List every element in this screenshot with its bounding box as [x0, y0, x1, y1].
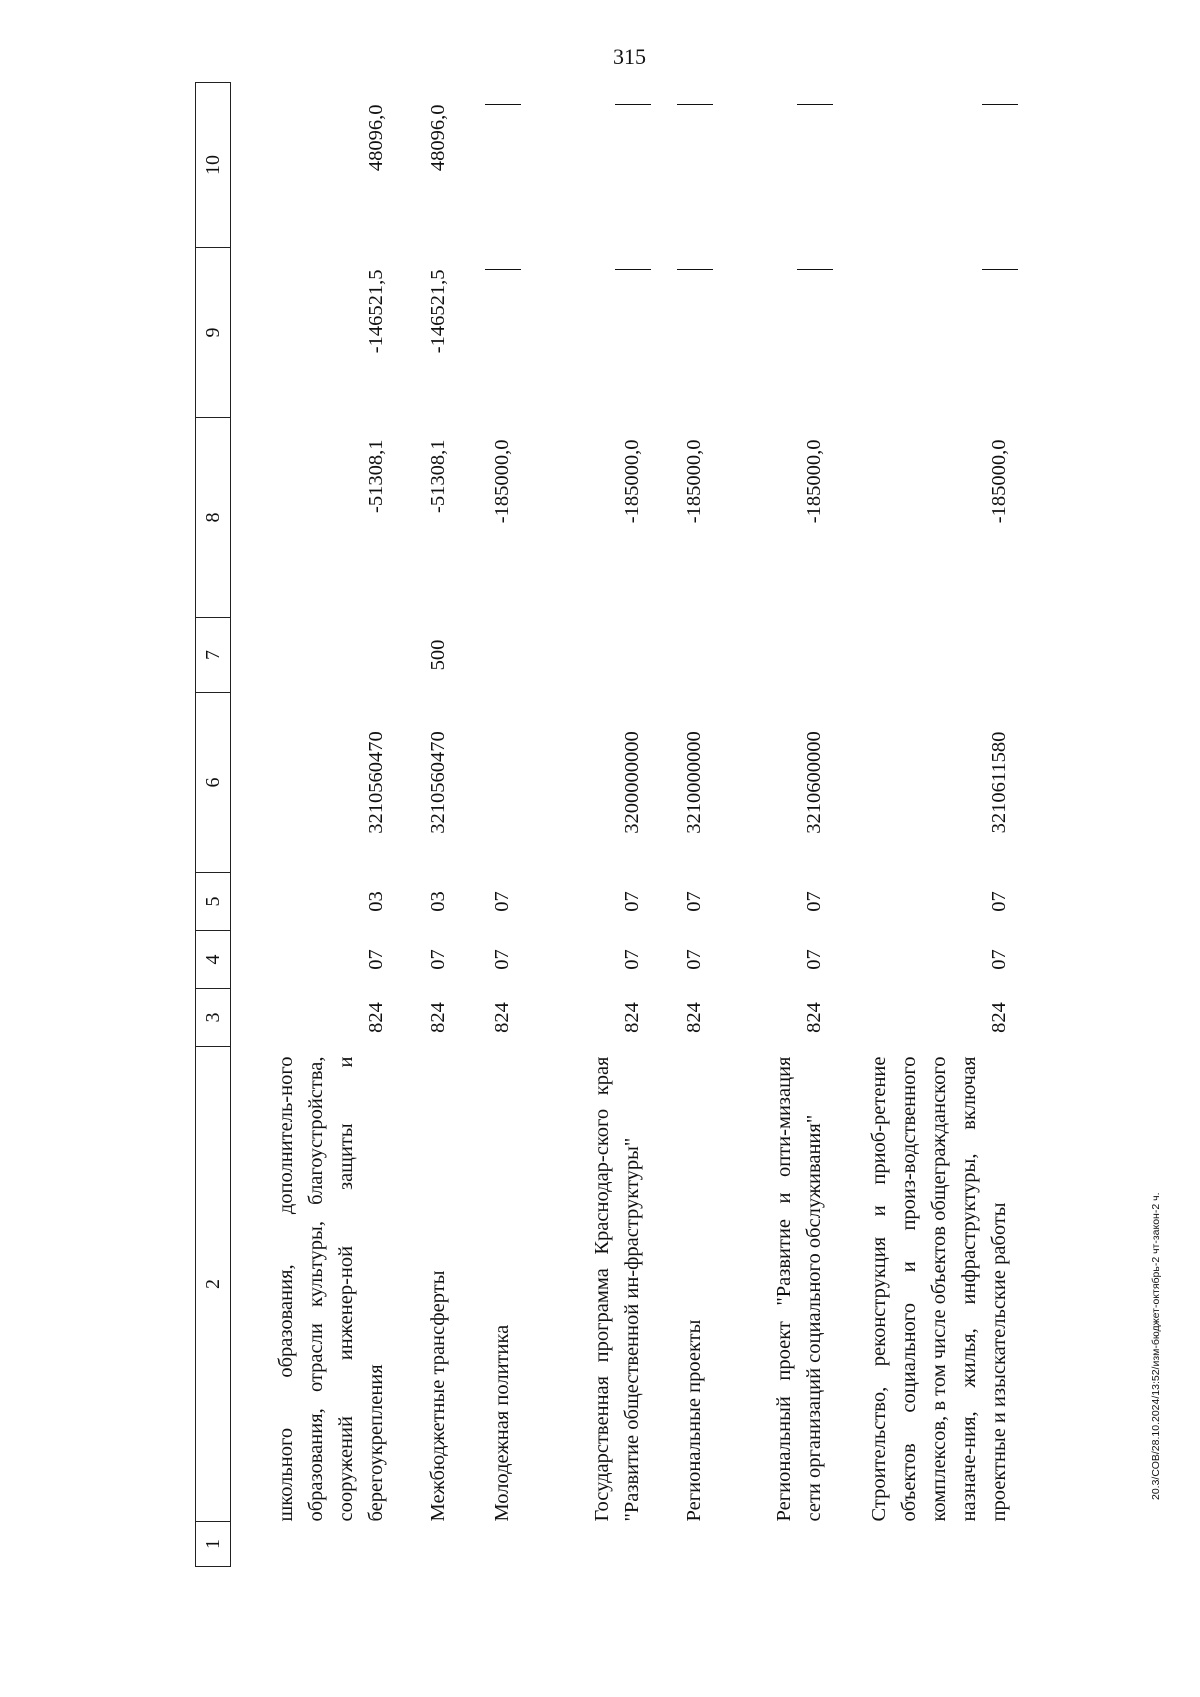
- column-header: 3: [196, 989, 231, 1047]
- subsection-code: 03: [364, 891, 387, 912]
- subsection-code: 07: [682, 891, 705, 912]
- subsection-code: 07: [490, 891, 513, 912]
- rotated-table-area: [195, 83, 1095, 1567]
- column-header: 7: [196, 618, 231, 693]
- amount-col10: [517, 83, 647, 248]
- no-value-mark: [615, 105, 651, 106]
- table-row: [231, 83, 391, 1567]
- no-value-mark: [485, 105, 521, 106]
- ministry-code: 824: [987, 1002, 1010, 1033]
- ministry-code: 824: [802, 1002, 825, 1033]
- no-value-mark: [982, 105, 1018, 106]
- amount-col8: -185000,0: [682, 439, 705, 524]
- column-header: 6: [196, 693, 231, 873]
- column-number-row: [196, 83, 231, 1567]
- section-code: 07: [490, 949, 513, 970]
- no-value-mark: [982, 270, 1018, 271]
- amount-col9: [829, 248, 1014, 418]
- table-row: [453, 83, 517, 1567]
- ministry-code: 824: [364, 1002, 387, 1033]
- section-code: 07: [426, 949, 449, 970]
- item-name: Молодежная политика: [490, 1324, 513, 1522]
- budget-table: [195, 82, 1014, 1567]
- item-name: Межбюджетные трансферты: [426, 1270, 449, 1522]
- expense-type-code: [453, 618, 517, 693]
- column-header: 10: [196, 83, 231, 248]
- table-row: [517, 83, 647, 1567]
- footer-code: 20.3/СОВ/28.10.2024/13:52/изм-бюджет-октябрь-2 чт-закон-2 ч.: [1150, 1192, 1162, 1500]
- subsection-code: 03: [426, 891, 449, 912]
- amount-col8: -51308,1: [364, 439, 387, 513]
- amount-col9: [647, 248, 709, 418]
- ministry-code: 824: [490, 1002, 513, 1033]
- section-code: 07: [682, 949, 705, 970]
- amount-col8: -185000,0: [490, 439, 513, 524]
- amount-col8: -185000,0: [620, 439, 643, 524]
- amount-col10: [453, 83, 517, 248]
- section-code: 07: [802, 949, 825, 970]
- column-header: 1: [196, 1522, 231, 1567]
- table-row: [709, 83, 829, 1567]
- column-header: 9: [196, 248, 231, 418]
- no-value-mark: [797, 270, 833, 271]
- no-value-mark: [677, 270, 713, 271]
- table-row: [647, 83, 709, 1567]
- ministry-code: 824: [620, 1002, 643, 1033]
- target-article-code: 3200000000: [620, 731, 643, 834]
- amount-col10: 48096,0: [426, 104, 449, 172]
- item-name: Региональный проект "Развитие и опти-мизация сети организаций социального обслуживания": [772, 1056, 825, 1522]
- section-code: 07: [620, 949, 643, 970]
- amount-col8: -185000,0: [987, 439, 1010, 524]
- amount-col9: [709, 248, 829, 418]
- expense-type-code: [709, 618, 829, 693]
- expense-type-code: [517, 618, 647, 693]
- amount-col9: [453, 248, 517, 418]
- subsection-code: 07: [620, 891, 643, 912]
- target-article-code: 3210000000: [682, 731, 705, 834]
- item-name: Строительство, реконструкция и приоб-ретение объектов социального и произ-водственного комплексов, в том числе объектов общегражданского назначе-ния, жилья, инфраструктуры, включая проектные и изыскательские работы: [867, 1056, 1010, 1522]
- expense-type-code: [647, 618, 709, 693]
- column-header: 8: [196, 418, 231, 618]
- ministry-code: 824: [682, 1002, 705, 1033]
- amount-col10: 48096,0: [364, 104, 387, 172]
- subsection-code: 07: [987, 891, 1010, 912]
- column-header: 5: [196, 873, 231, 931]
- amount-col8: -185000,0: [802, 439, 825, 524]
- column-header: 2: [196, 1047, 231, 1522]
- column-header: 4: [196, 931, 231, 989]
- target-article-code: [453, 693, 517, 873]
- no-value-mark: [677, 105, 713, 106]
- expense-type-code: [231, 618, 391, 693]
- page-number: 315: [613, 44, 646, 69]
- amount-col9: -146521,5: [364, 269, 387, 354]
- expense-type-code: [829, 618, 1014, 693]
- amount-col10: [647, 83, 709, 248]
- amount-col9: -146521,5: [426, 269, 449, 354]
- expense-type-code: 500: [426, 639, 449, 671]
- item-name: Государственная программа Краснодар-ского края "Развитие общественной ин-фраструктуры": [590, 1056, 643, 1522]
- section-code: 07: [364, 949, 387, 970]
- table-row: [391, 83, 453, 1567]
- amount-col9: [517, 248, 647, 418]
- section-code: 07: [987, 949, 1010, 970]
- no-value-mark: [615, 270, 651, 271]
- amount-col10: [709, 83, 829, 248]
- item-name: Региональные проекты: [682, 1319, 705, 1522]
- table-row: [829, 83, 1014, 1567]
- target-article-code: 3210611580: [987, 731, 1010, 834]
- amount-col10: [829, 83, 1014, 248]
- target-article-code: 3210600000: [802, 731, 825, 834]
- target-article-code: 3210560470: [364, 731, 387, 834]
- ministry-code: 824: [426, 1002, 449, 1033]
- amount-col8: -51308,1: [426, 439, 449, 513]
- no-value-mark: [797, 105, 833, 106]
- item-name: школьного образования, дополнитель-ного образования, отрасли культуры, благоустройства, сооружений инженер-ной защиты и берегоукрепления: [274, 1056, 387, 1522]
- target-article-code: 3210560470: [426, 731, 449, 834]
- no-value-mark: [485, 270, 521, 271]
- subsection-code: 07: [802, 891, 825, 912]
